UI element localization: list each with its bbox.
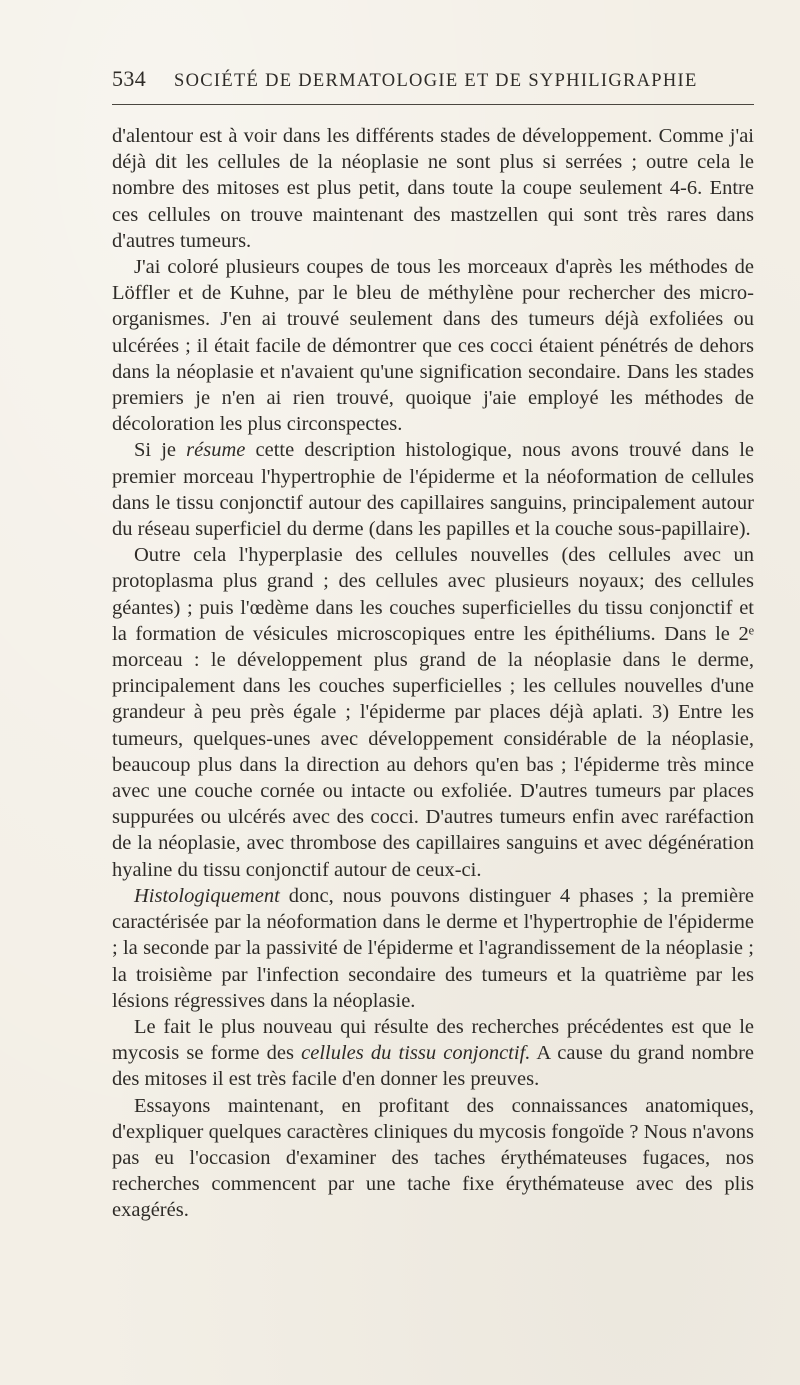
- body-text: [112, 123, 754, 1224]
- running-header: [112, 66, 754, 94]
- paragraph: [112, 542, 754, 883]
- paragraph-text: A cause du grand nombre des mitoses il est très facile d'en donner les preuves.: [112, 1042, 754, 1091]
- paragraph-text: Si je: [134, 439, 187, 462]
- paragraph: [112, 123, 754, 254]
- paragraph: [112, 883, 754, 1014]
- paragraph: [112, 1014, 754, 1093]
- paragraph-text: cette description histologique, nous avons trouvé dans le premier morceau l'hypertrophie de l'épiderme et la néoformation de cellules dans le tissu conjonctif autour des capillaires sanguins, principalement autour du réseau superficiel du derme (dans les papilles et la couche sous-papillaire).: [112, 439, 754, 541]
- paragraph: [112, 1093, 754, 1224]
- emphasis-text: résume: [186, 439, 246, 462]
- paragraph-text: J'ai coloré plusieurs coupes de tous les morceaux d'après les méthodes de Löffler et de Kuhne, par le bleu de méthylène pour rechercher des micro-organismes. J'en ai trouvé seulement dans des tumeurs déjà exfoliées ou ulcérées ; il était facile de démontrer que ces cocci étaient pénétrés de dehors dans la néoplasie et n'avaient qu'une signification secondaire. Dans les stades premiers je n'en ai rien trouvé, quoique j'aie employé les méthodes de décoloration les plus circonspectes.: [112, 256, 754, 436]
- paragraph-text: d'alentour est à voir dans les différents stades de développement. Comme j'ai déjà dit les cellules de la néoplasie ne sont plus si serrées ; outre cela le nombre des mitoses est plus petit, dans toute la coupe seulement 4-6. Entre ces cellules on trouve maintenant des mastzellen qui sont très rares dans d'autres tumeurs.: [112, 125, 754, 252]
- paragraph-text: Essayons maintenant, en profitant des connaissances anatomiques, d'expliquer quelques caractères cliniques du mycosis fongoïde ? Nous n'avons pas eu l'occasion d'examiner des taches érythémateuses fugaces, nos recherches commencent par une tache fixe érythémateuse avec des plis exagérés.: [112, 1094, 754, 1222]
- paragraph-text: Outre cela l'hyperplasie des cellules nouvelles (des cellules avec un protoplasma plus grand ; des cellules avec plusieurs noyaux; des cellules géantes) ; puis l'œdème dans les couches superficielles du tissu conjonctif et la formation de vésicules microscopiques entre les épithéliums. Dans le 2ᵉ morceau : le développement plus grand de la néoplasie dans le derme, principalement dans les couches superficielles ; les cellules nouvelles d'une grandeur à peu près égale ; l'épiderme par places déjà aplati. 3) Entre les tumeurs, quelques-unes avec développement considérable de la néoplasie, beaucoup plus dans la direction au dehors qu'en bas ; l'épiderme très mince avec une couche cornée ou intacte ou exfoliée. D'autres tumeurs par places suppurées ou ulcérés avec des cocci. D'autres tumeurs enfin avec raréfaction de la néoplasie, avec thrombose des capillaires sanguins et avec dégénération hyaline du tissu conjonctif autour de ceux-ci.: [112, 544, 754, 881]
- emphasis-text: cellules du tissu conjonctif.: [301, 1042, 531, 1065]
- page-number: 534: [112, 66, 147, 91]
- emphasis-text: Histologiquement: [134, 884, 280, 907]
- paragraph-text: donc, nous pouvons distinguer 4 phases ; la première caractérisée par la néoformation dans le derme et l'hypertrophie de l'épiderme ; la seconde par la passivité de l'épiderme et l'agrandissement de la néoplasie ; la troisième par l'infection secondaire des tumeurs et la quatrième par les lésions régressives dans la néoplasie.: [112, 884, 754, 1012]
- paragraph: [112, 437, 754, 542]
- header-rule: [112, 104, 754, 105]
- paragraph-text: Le fait le plus nouveau qui résulte des recherches précédentes est que le mycosis se forme des: [112, 1015, 754, 1065]
- paragraph: [112, 254, 754, 437]
- running-title: SOCIÉTÉ DE DERMATOLOGIE ET DE SYPHILIGRAPHIE: [174, 71, 698, 91]
